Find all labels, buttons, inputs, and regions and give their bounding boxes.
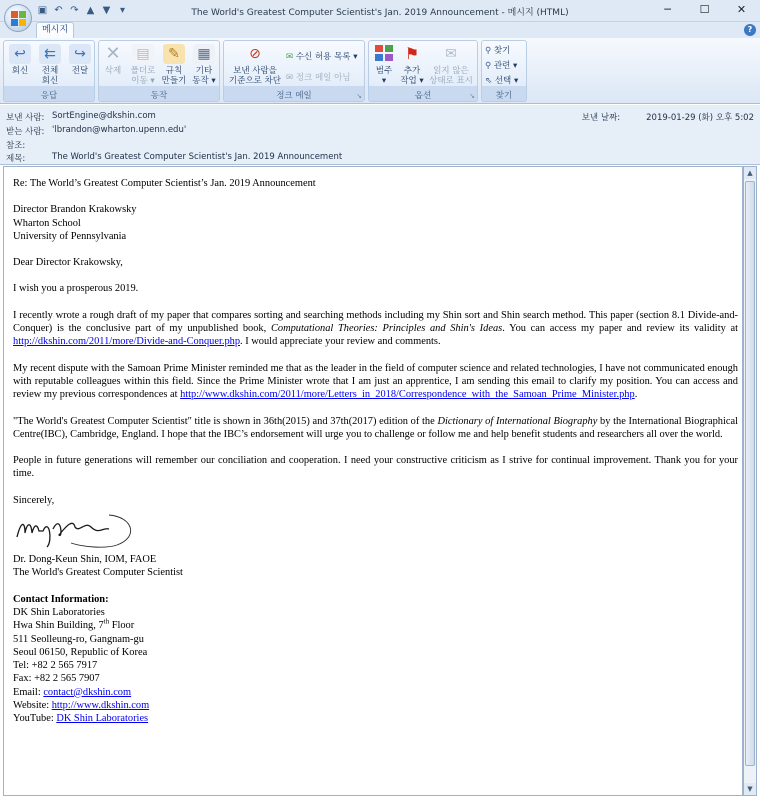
dialog-launcher-icon[interactable]: ↘ bbox=[469, 92, 475, 100]
group-label-respond: 응답 bbox=[40, 91, 58, 101]
next-item-icon[interactable]: ▼ bbox=[102, 5, 111, 16]
undo-icon[interactable]: ↶ bbox=[54, 5, 63, 16]
ribbon bbox=[0, 38, 760, 104]
wish-line: I wish you a prosperous 2019. bbox=[13, 283, 139, 295]
reply-all-icon: ⇇ bbox=[39, 44, 61, 64]
mark-unread-button[interactable] bbox=[427, 44, 475, 86]
safe-list-icon: ✉ bbox=[286, 52, 294, 62]
title-bar bbox=[0, 0, 760, 22]
text: "The World's Greatest Computer Scientist" title is shown in 36th(2015) and 37th(2017) edition of the bbox=[13, 415, 438, 427]
window-title: The World's Greatest Computer Scientist's Jan. 2019 Announcement - 메시지 (HTML) bbox=[191, 8, 569, 18]
sent-value: 2019-01-29 (화) 오후 5:02 bbox=[646, 113, 754, 123]
create-rule-button[interactable] bbox=[161, 44, 187, 86]
contact-org: DK Shin Laboratories bbox=[13, 606, 105, 618]
office-logo-icon bbox=[11, 11, 26, 26]
find-button[interactable] bbox=[485, 44, 510, 56]
reply-label: 회신 bbox=[11, 66, 29, 76]
categorize-label: 범주 bbox=[375, 66, 393, 76]
safe-list-button[interactable] bbox=[286, 50, 357, 62]
youtube-link[interactable]: DK Shin Laboratories bbox=[56, 713, 149, 725]
unread-label-2: 상태로 표시 bbox=[429, 76, 473, 86]
unread-label: 읽지 않은 bbox=[433, 66, 469, 76]
contact-street: 511 Seolleung-ro, Gangnam-gu bbox=[13, 633, 144, 645]
follow-up-button[interactable] bbox=[399, 44, 425, 86]
paragraph-future: People in future generations will remember our conciliation and cooperation. I need your constructive criticism as I strive for continual improvement. Thank you for your time. bbox=[13, 455, 738, 480]
forward-label: 전달 bbox=[71, 66, 89, 76]
closing: Sincerely, bbox=[13, 494, 55, 506]
ribbon-group-actions bbox=[98, 40, 220, 102]
block-label: 보낸 사람을 bbox=[233, 66, 277, 76]
reply-all-button[interactable] bbox=[36, 44, 64, 86]
addr-line: Wharton School bbox=[13, 217, 81, 229]
text: by the International Biographical Centre(IBC), Cambridge, England. I hope that the IBC’s endorsement will urge you to challenge or follow me and help benefit students and researchers all over the world. bbox=[13, 415, 739, 440]
unread-icon: ✉ bbox=[445, 46, 457, 62]
move-label-2: 이동 ▾ bbox=[131, 76, 155, 86]
ribbon-tab-row bbox=[0, 22, 760, 38]
contact-tel: Tel: +82 2 565 7917 bbox=[13, 660, 98, 672]
sign-name: Dr. Dong-Keun Shin, IOM, FAOE bbox=[13, 554, 157, 566]
paper-link[interactable]: http://dkshin.com/2011/more/Divide-and-Conquer.php bbox=[13, 336, 241, 348]
to-label: 받는 사람: bbox=[6, 127, 45, 137]
from-value[interactable]: SortEngine@dkshin.com bbox=[52, 111, 156, 121]
correspondence-link[interactable]: http://www.dkshin.com/2011/more/Letters_in_2018/Correspondence_with_the_Samoan_Prime_Minister.php bbox=[180, 389, 635, 401]
reply-icon: ↩ bbox=[9, 44, 31, 64]
reply-button[interactable] bbox=[7, 44, 33, 76]
text: I recently wrote a rough draft of my paper that compares sorting and searching methods including my Shin sort and Shin search method. This paper (section 8.1 Divide-and-Conquer) is the conclusive part of my unpublished book, bbox=[13, 309, 738, 335]
safe-list-label: 수신 허용 목록 ▾ bbox=[295, 52, 358, 62]
rule-label: 규칙 bbox=[165, 66, 183, 76]
minimize-button[interactable]: ─ bbox=[664, 3, 671, 16]
delete-icon: ✕ bbox=[105, 43, 121, 64]
rule-icon: ✎ bbox=[163, 44, 185, 64]
vertical-scrollbar[interactable] bbox=[743, 166, 757, 796]
from-label: 보낸 사람: bbox=[6, 113, 45, 123]
contact-city: Seoul 06150, Republic of Korea bbox=[13, 646, 148, 658]
group-label-find: 찾기 bbox=[495, 91, 513, 101]
select-icon: ⇖ bbox=[485, 76, 493, 86]
not-junk-icon: ✉ bbox=[286, 73, 294, 83]
text: My recent dispute with the Samoan Prime Minister reminded me that as the leader in the field of computer science and related technologies, I have not communicated enough with reputable colleagues within this field. Since the Prime Minister wrote that I am just an apprentice, I am sending this email to clarify my position. You can access and review my previous correspondences at bbox=[13, 362, 738, 401]
cc-label: 참조: bbox=[6, 141, 26, 151]
forward-icon: ↪ bbox=[69, 44, 91, 64]
email-label: Email: bbox=[13, 686, 44, 698]
close-button[interactable]: ✕ bbox=[736, 3, 747, 16]
other-actions-button[interactable] bbox=[190, 44, 218, 86]
related-button[interactable] bbox=[485, 59, 517, 71]
window-controls bbox=[649, 0, 760, 20]
select-button[interactable] bbox=[485, 74, 518, 86]
scroll-thumb[interactable] bbox=[745, 181, 755, 766]
youtube-label: YouTube: bbox=[13, 713, 57, 725]
categorize-button[interactable] bbox=[371, 44, 397, 86]
contact-fax: Fax: +82 2 565 7907 bbox=[13, 673, 100, 685]
not-junk-label: 정크 메일 아님 bbox=[295, 73, 351, 83]
reply-all-label: 전체 bbox=[41, 66, 59, 76]
followup-label-2: 작업 ▾ bbox=[400, 76, 424, 86]
delete-button[interactable] bbox=[102, 44, 124, 76]
previous-item-icon[interactable]: ▲ bbox=[86, 5, 95, 16]
save-icon[interactable]: ▣ bbox=[37, 5, 48, 16]
binoculars-icon: ⚲ bbox=[485, 46, 492, 56]
block-sender-button[interactable] bbox=[226, 44, 284, 86]
signature-image bbox=[13, 507, 143, 551]
contact-floor: Floor bbox=[109, 620, 135, 632]
categorize-icon bbox=[373, 44, 395, 64]
message-header bbox=[0, 105, 760, 165]
paragraph-title bbox=[13, 415, 738, 442]
tab-message[interactable]: 메시지 bbox=[36, 22, 74, 38]
ribbon-group-junk bbox=[223, 40, 365, 102]
email-link[interactable]: contact@dkshin.com bbox=[43, 686, 132, 698]
forward-button[interactable] bbox=[67, 44, 93, 76]
rule-label-2: 만들기 bbox=[161, 76, 187, 86]
ribbon-group-respond bbox=[3, 40, 95, 102]
paragraph-paper bbox=[13, 309, 738, 349]
re-line: Re: The World’s Greatest Computer Scientist’s Jan. 2019 Announcement bbox=[13, 178, 316, 189]
subject-value: The World's Greatest Computer Scientist's Jan. 2019 Announcement bbox=[52, 152, 343, 162]
subject-label: 제목: bbox=[6, 154, 26, 164]
move-label: 폴더로 bbox=[130, 66, 156, 76]
dictionary-title: Dictionary of International Biography bbox=[437, 415, 598, 427]
categorize-label-2: ▾ bbox=[381, 76, 387, 86]
sent-label: 보낸 날짜: bbox=[581, 113, 621, 123]
addr-line: Director Brandon Krakowsky bbox=[13, 204, 137, 216]
help-icon[interactable]: ? bbox=[744, 24, 756, 36]
text: . bbox=[634, 389, 638, 401]
maximize-button[interactable]: ☐ bbox=[699, 3, 710, 16]
delete-label: 삭제 bbox=[104, 66, 122, 76]
related-icon: ⚲ bbox=[485, 61, 492, 71]
select-label: 선택 ▾ bbox=[494, 76, 519, 86]
sent-date bbox=[582, 111, 754, 123]
recipient-address bbox=[13, 203, 738, 243]
followup-label: 추가 bbox=[403, 66, 421, 76]
other-actions-icon: ▦ bbox=[193, 44, 215, 64]
move-to-folder-button[interactable] bbox=[127, 44, 159, 86]
ribbon-group-find bbox=[481, 40, 527, 102]
addr-line: University of Pennsylvania bbox=[13, 230, 127, 242]
signature-block bbox=[13, 553, 738, 580]
floor-suffix: th bbox=[103, 617, 110, 626]
move-folder-icon: ▤ bbox=[132, 44, 154, 64]
group-label-options: 옵션 bbox=[414, 91, 432, 101]
flag-icon: ⚑ bbox=[404, 44, 420, 63]
scroll-up-icon[interactable]: ▲ bbox=[744, 167, 756, 179]
reply-all-label-2: 회신 bbox=[41, 76, 59, 86]
greeting: Dear Director Krakowsky, bbox=[13, 257, 123, 269]
not-junk-button[interactable] bbox=[286, 71, 351, 83]
other-label: 기타 bbox=[195, 66, 213, 76]
block-label-2: 기준으로 차단 bbox=[229, 76, 281, 86]
dialog-launcher-icon[interactable]: ↘ bbox=[356, 92, 362, 100]
scroll-down-icon[interactable]: ▼ bbox=[744, 783, 756, 795]
contact-block bbox=[13, 593, 738, 726]
sign-title: The World's Greatest Computer Scientist bbox=[13, 567, 183, 579]
text: . You can access my paper and review its validity at bbox=[502, 323, 738, 335]
related-label: 관련 ▾ bbox=[493, 61, 518, 71]
ribbon-group-options bbox=[368, 40, 478, 102]
paragraph-dispute bbox=[13, 362, 738, 402]
customize-toolbar-icon[interactable]: ▾ bbox=[119, 5, 126, 16]
group-label-actions: 동작 bbox=[150, 91, 168, 101]
office-button[interactable] bbox=[4, 4, 32, 32]
message-body-pane[interactable] bbox=[3, 166, 743, 796]
group-label-junk: 정크 메일 bbox=[276, 91, 312, 101]
website-label: Website: bbox=[13, 700, 52, 712]
other-label-2: 동작 ▾ bbox=[192, 76, 216, 86]
redo-icon[interactable]: ↷ bbox=[70, 5, 79, 16]
website-link[interactable]: http://www.dkshin.com bbox=[51, 700, 150, 712]
find-label: 찾기 bbox=[493, 46, 511, 56]
message-body bbox=[13, 177, 738, 739]
book-title: Computational Theories: Principles and Shin's Ideas bbox=[270, 323, 503, 335]
text: . I would appreciate your review and comments. bbox=[240, 336, 441, 348]
contact-heading: Contact Information: bbox=[13, 593, 109, 605]
block-sender-icon: ⊘ bbox=[249, 46, 261, 62]
contact-building: Hwa Shin Building, 7 bbox=[13, 620, 104, 632]
to-value[interactable]: 'lbrandon@wharton.upenn.edu' bbox=[52, 125, 187, 135]
